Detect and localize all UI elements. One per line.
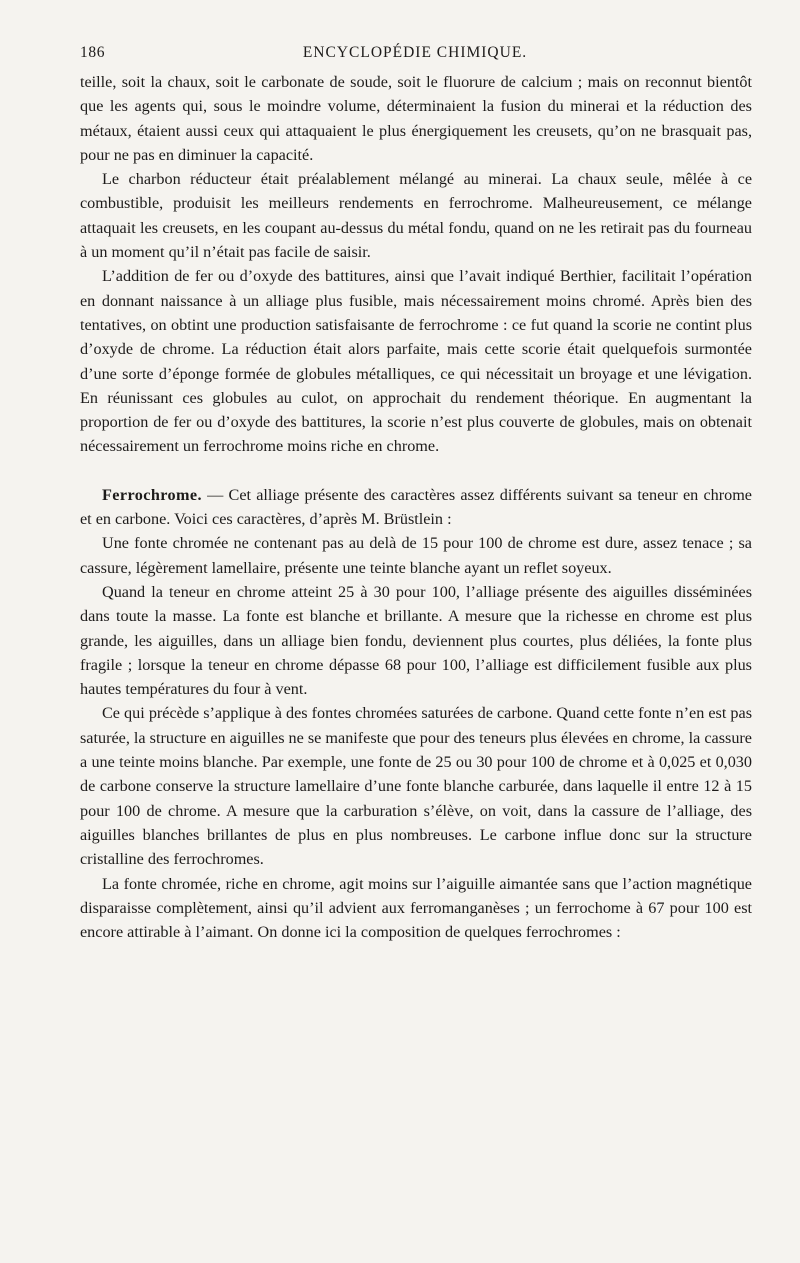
- page-number: 186: [80, 44, 106, 61]
- section-title: Ferrochrome.: [102, 485, 202, 504]
- paragraph-2: Le charbon réducteur était préalablement mélangé au minerai. La chaux seule, mêlée à ce combustible, produisit les meilleurs rendements en ferrochrome. Malheureusement, ce mélange attaquait les creusets, en les coupant au-dessus du métal fondu, quand on ne les retirait pas du fourneau à un moment qu’il n’était pas facile de saisir.: [80, 170, 752, 262]
- section-ferrochrome-intro: [80, 483, 752, 532]
- section-paragraph-1: Une fonte chromée ne contenant pas au delà de 15 pour 100 de chrome est dure, assez tenace ; sa cassure, légèrement lamellaire, présente une teinte blanche ayant un reflet soyeux.: [80, 534, 752, 577]
- page-header: [80, 44, 750, 66]
- running-title: ENCYCLOPÉDIE CHIMIQUE.: [302, 44, 528, 61]
- section-paragraph-3: Ce qui précède s’applique à des fontes chromées saturées de carbone. Quand cette fonte n’en est pas saturée, la structure en aiguilles ne se manifeste que pour des teneurs plus élevées en chrome, la cassure a une teinte moins blanche. Par exemple, une fonte de 25 ou 30 pour 100 de chrome et à 0,025 et 0,030 de carbone conserve la structure lamellaire d’une fonte blanche carburée, dans laquelle il entre 12 à 15 pour 100 de chrome. A mesure que la carburation s’élève, on voit, dans la cassure de l’alliage, des aiguilles blanches brillantes de plus en plus nombreuses. Le carbone influe donc sur la structure cristalline des ferrochromes.: [80, 704, 752, 869]
- paragraph-3: L’addition de fer ou d’oxyde des battitures, ainsi que l’avait indiqué Berthier, facilitait l’opération en donnant naissance à un alliage plus fusible, mais nécessairement moins chromé. Après bien des tentatives, on obtint une production satisfaisante de ferrochrome : ce fut quand la scorie ne contint plus d’oxyde de chrome. La réduction était alors parfaite, mais cette scorie était quelquefois surmontée d’une sorte d’éponge formée de globules métalliques, ce qui nécessitait un broyage et une lévigation. En réunissant ces globules au culot, on approchait du rendement théorique. En augmentant la proportion de fer ou d’oxyde des battitures, la scorie n’est plus couverte de globules, mais on obtenait nécessairement un ferrochrome moins riche en chrome.: [80, 267, 752, 456]
- body-text: [80, 70, 752, 944]
- section-intro-text: — Cet alliage présente des caractères assez différents suivant sa teneur en chrome et en carbone. Voici ces caractères, d’après M. Brüstlein :: [80, 485, 752, 529]
- paragraph-1: teille, soit la chaux, soit le carbonate de soude, soit le fluorure de calcium ; mais on reconnut bientôt que les agents qui, sous le moindre volume, déterminaient la fusion du minerai et la réduction des métaux, étaient aussi ceux qui attaquaient le plus énergiquement les creusets, qu’on ne brasquait pas, pour ne pas en diminuer la capacité.: [80, 73, 752, 164]
- section-paragraph-2: Quand la teneur en chrome atteint 25 à 30 pour 100, l’alliage présente des aiguilles disséminées dans toute la masse. La fonte est blanche et brillante. A mesure que la richesse en chrome est plus grande, les aiguilles, dans un alliage bien fondu, deviennent plus courtes, plus déliées, la fonte plus fragile ; lorsque la teneur en chrome dépasse 68 pour 100, l’alliage est difficilement fusible aux plus hautes températures du four à vent.: [80, 582, 752, 699]
- section-paragraph-4: La fonte chromée, riche en chrome, agit moins sur l’aiguille aimantée sans que l’action magnétique disparaisse complètement, ainsi qu’il advient aux ferromanganèses ; un ferrochome à 67 pour 100 est encore attirable à l’aimant. On donne ici la composition de quelques ferrochromes :: [80, 874, 752, 942]
